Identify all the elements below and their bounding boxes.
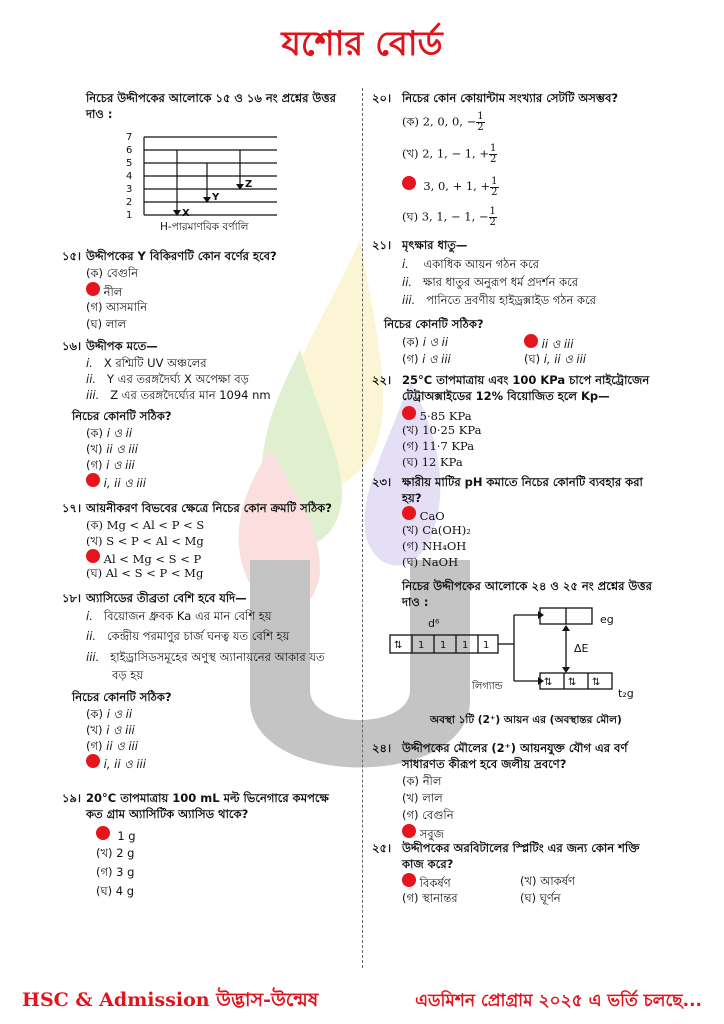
q19-option-c[interactable]: (গ) 3 g <box>96 865 135 879</box>
stem1-line1: নিচের উদ্দীপকের আলোকে ১৫ ও ১৬ নং প্রশ্নের উত্তর <box>86 91 336 105</box>
q23-option-a-correct[interactable]: CaO <box>402 506 445 525</box>
delta-e-label: ΔE <box>574 642 589 655</box>
q20-option-c-correct[interactable]: 3, 0, + 1, + $\frac{1}{2}$ <box>402 176 499 198</box>
svg-text:⇅: ⇅ <box>568 677 577 688</box>
answer-mark-icon <box>86 549 100 563</box>
q17-number: ১৭। <box>62 501 82 515</box>
q21-number: ২১। <box>372 238 392 252</box>
stem2-line1: নিচের উদ্দীপকের আলোকে ২৪ ও ২৫ নং প্রশ্নের উত্তর <box>402 579 652 593</box>
q19-number: ১৯। <box>62 791 82 805</box>
q19-option-d[interactable]: (ঘ) 4 g <box>96 884 135 898</box>
level-label: 7 <box>126 132 133 143</box>
q18-option-d-correct[interactable]: i, ii ও iii <box>86 754 146 773</box>
q22-number: ২২। <box>372 373 392 387</box>
q25-line1: উদ্দীপকের অরবিটালের স্প্লিটিং এর জন্য কোন শক্তি <box>402 841 640 855</box>
q24-line2: সাধারণত কীরূপ হবে জলীয় দ্রবণে? <box>402 757 567 771</box>
q16-text: উদ্দীপক মতে— <box>86 339 158 353</box>
q21-item-iii: iii. পানিতে দ্রবণীয় হাইড্রক্সাইড গঠন করে <box>402 293 597 307</box>
svg-text:⇅: ⇅ <box>592 677 601 688</box>
q18-option-c[interactable]: (গ) ii ও iii <box>86 739 138 753</box>
q18-ask: নিচের কোনটি সঠিক? <box>72 690 172 704</box>
stem1-line2: দাও : <box>86 107 113 121</box>
answer-mark-icon <box>402 506 416 520</box>
level-label: 5 <box>126 158 133 169</box>
q23-line2: হয়? <box>402 491 422 505</box>
q16-number: ১৬। <box>62 339 82 353</box>
q21-item-ii: ii. ক্ষার ধাতুর অনুরূপ ধর্ম প্রদর্শন করে <box>402 275 579 289</box>
ligand-label: লিগ্যান্ড <box>472 681 503 692</box>
answer-mark-icon <box>86 473 100 487</box>
q21-text: মৃৎক্ষার ধাতু— <box>402 238 468 252</box>
q25-option-a-correct[interactable]: বিকর্ষণ <box>402 873 451 892</box>
q16-option-a[interactable]: (ক) i ও ii <box>86 426 133 440</box>
q18-number: ১৮। <box>62 591 82 605</box>
q24-line1: উদ্দীপকের মৌলের (2⁺) আয়নযুক্ত যৌগ এর বর্ণ <box>402 741 628 755</box>
q22-line2: টেট্রাঅক্সাইডের 12% বিয়োজিত হলে Kp— <box>402 389 610 403</box>
q25-line2: কাজ করে? <box>402 857 454 871</box>
t2g-label: t₂g <box>618 687 634 700</box>
svg-text:1: 1 <box>462 640 469 651</box>
footer-left: HSC & Admission উদ্ভাস-উন্মেষ <box>22 989 319 1011</box>
q22-option-a-correct[interactable]: 5·85 KPa <box>402 406 472 425</box>
svg-text:1: 1 <box>418 640 425 651</box>
level-label: 4 <box>126 171 133 182</box>
q17-option-c-correct[interactable]: Al < Mg < S < P <box>86 549 201 568</box>
q24-option-d-correct[interactable]: সবুজ <box>402 824 444 843</box>
q22-option-c[interactable]: (গ) 11·7 KPa <box>402 439 475 453</box>
answer-mark-icon <box>86 282 100 296</box>
q22-line1: 25°C তাপমাত্রায় এবং 100 KPa চাপে নাইট্রোজেন <box>402 373 650 387</box>
q21-ask: নিচের কোনটি সঠিক? <box>384 317 484 331</box>
q17-option-a[interactable]: (ক) Mg < Al < P < S <box>86 518 205 532</box>
answer-mark-icon <box>402 176 416 190</box>
answer-mark-icon <box>96 826 110 840</box>
q16-item-ii: ii. Y এর তরঙ্গদৈর্ঘ্য X অপেক্ষা বড় <box>86 372 249 386</box>
q15-option-c[interactable]: (গ) আসমানি <box>86 300 148 314</box>
q16-item-iii: iii. Z এর তরঙ্গদৈর্ঘ্যের মান 1094 nm <box>86 388 271 402</box>
answer-mark-icon <box>402 824 416 838</box>
level-label: 1 <box>126 210 133 221</box>
stem2-line2: দাও : <box>402 595 429 609</box>
q18-text: অ্যাসিডের তীব্রতা বেশি হবে যদি— <box>86 591 247 605</box>
q18-item-ii: ii. কেন্দ্রীয় পরমাণুর চার্জ ঘনত্ব যত বেশি হয় <box>86 629 290 643</box>
q20-option-a[interactable]: (ক) 2, 0, 0, − $\frac{1}{2}$ <box>402 111 484 133</box>
crystal-field-diagram <box>388 605 638 705</box>
diagram2-caption: অবস্থা ১টি (2⁺) আয়ন এর (অবস্থান্তর মৌল) <box>430 714 622 726</box>
level-label: 3 <box>126 184 133 195</box>
diagram1-caption: H-পারমাণবিক বর্ণালি <box>160 221 249 233</box>
svg-text:⇅: ⇅ <box>394 640 403 651</box>
q17-option-b[interactable]: (খ) S < P < Al < Mg <box>86 534 204 548</box>
q16-item-i: i. X রশ্মিটি UV অঞ্চলের <box>86 356 207 370</box>
answer-mark-icon <box>86 754 100 768</box>
q20-option-d[interactable]: (ঘ) 3, 1, − 1, − $\frac{1}{2}$ <box>402 206 496 228</box>
q19-line2: কত গ্রাম অ্যাসিটিক অ্যাসিড থাকে? <box>86 807 249 821</box>
q23-option-d[interactable]: (ঘ) NaOH <box>402 555 459 569</box>
column-divider <box>362 88 363 968</box>
answer-mark-icon <box>524 334 538 348</box>
svg-text:1: 1 <box>440 640 447 651</box>
q15-number: ১৫। <box>62 249 82 263</box>
q17-option-d[interactable]: (ঘ) Al < S < P < Mg <box>86 566 204 580</box>
d6-label: d⁶ <box>428 617 440 630</box>
q16-ask: নিচের কোনটি সঠিক? <box>72 409 172 423</box>
q25-option-b[interactable]: (খ) আকর্ষণ <box>520 874 575 888</box>
q16-option-d-correct[interactable]: i, ii ও iii <box>86 473 146 492</box>
answer-mark-icon <box>402 873 416 887</box>
hydrogen-spectrum-diagram <box>122 128 292 233</box>
q20-option-b[interactable]: (খ) 2, 1, − 1, + $\frac{1}{2}$ <box>402 143 497 165</box>
q20-number: ২০। <box>372 91 392 105</box>
q24-option-c[interactable]: (গ) বেগুনি <box>402 808 454 822</box>
answer-mark-icon <box>402 406 416 420</box>
q22-option-d[interactable]: (ঘ) 12 KPa <box>402 455 463 469</box>
q15-option-d[interactable]: (ঘ) লাল <box>86 317 127 331</box>
q18-item-i: i. বিয়োজন ধ্রুবক Ka এর মান বেশি হয় <box>86 609 272 623</box>
q15-option-a[interactable]: (ক) বেগুনি <box>86 266 139 280</box>
svg-text:⇅: ⇅ <box>544 677 553 688</box>
q18-option-b[interactable]: (খ) i ও iii <box>86 723 135 737</box>
q19-option-b[interactable]: (খ) 2 g <box>96 846 135 860</box>
svg-text:1: 1 <box>483 640 490 651</box>
q23-option-c[interactable]: (গ) NH₄OH <box>402 539 467 553</box>
q15-text: উদ্দীপকের Y বিকিরণটি কোন বর্ণের হবে? <box>86 249 277 263</box>
transition-label-z: Z <box>245 179 253 190</box>
q22-option-b[interactable]: (খ) 10·25 KPa <box>402 423 482 437</box>
q19-option-a-correct[interactable]: 1 g <box>96 826 136 845</box>
q21-item-i: i. একাধিক আয়ন গঠন করে <box>402 257 539 271</box>
q18-item-iii-cont: বড় হয় <box>112 668 144 682</box>
q15-option-b-correct[interactable]: নীল <box>86 282 122 301</box>
q23-number: ২৩। <box>372 475 392 489</box>
transition-label-y: Y <box>212 192 220 203</box>
q25-option-c[interactable]: (গ) স্থানান্তর <box>402 891 458 905</box>
q20-text: নিচের কোন কোয়ান্টাম সংখ্যার সেটটি অসম্ভব? <box>402 91 619 105</box>
transition-label-x: X <box>182 208 190 219</box>
q18-item-iii: iii. হাইড্রাসিডসমূহের অণুস্থ অ্যানায়নের আকার যত <box>86 650 325 664</box>
q21-option-a[interactable]: (ক) i ও ii <box>402 335 449 349</box>
q21-option-c[interactable]: (গ) i ও iii <box>402 352 451 366</box>
page-title: যশোর বোর্ড <box>281 24 443 64</box>
q19-line1: 20°C তাপমাত্রায় 100 mL মল্ট ভিনেগারে কমপক্ষে <box>86 791 329 805</box>
q21-option-d[interactable]: (ঘ) i, ii ও iii <box>524 352 586 366</box>
q21-option-b-correct[interactable]: ii ও iii <box>524 334 573 353</box>
level-label: 6 <box>126 145 133 156</box>
eg-label: eg <box>600 613 614 626</box>
q23-line1: ক্ষারীয় মাটির pH কমাতে নিচের কোনটি ব্যবহার করা <box>402 475 643 489</box>
q24-option-a[interactable]: (ক) নীল <box>402 774 442 788</box>
q25-option-d[interactable]: (ঘ) ঘূর্ণন <box>520 891 561 905</box>
q25-number: ২৫। <box>372 841 392 855</box>
footer-right: এডমিশন প্রোগ্রাম ২০২৫ এ ভর্তি চলছে... <box>415 991 702 1011</box>
q16-option-c[interactable]: (গ) i ও iii <box>86 458 135 472</box>
q24-option-b[interactable]: (খ) লাল <box>402 791 443 805</box>
q23-option-b[interactable]: (খ) Ca(OH)₂ <box>402 523 471 537</box>
q18-option-a[interactable]: (ক) i ও ii <box>86 707 133 721</box>
q17-text: আয়নীকরণ বিভবের ক্ষেত্রে নিচের কোন ক্রমটি সঠিক? <box>86 501 332 515</box>
q16-option-b[interactable]: (খ) ii ও iii <box>86 442 138 456</box>
q24-number: ২৪। <box>372 741 392 755</box>
level-label: 2 <box>126 197 133 208</box>
